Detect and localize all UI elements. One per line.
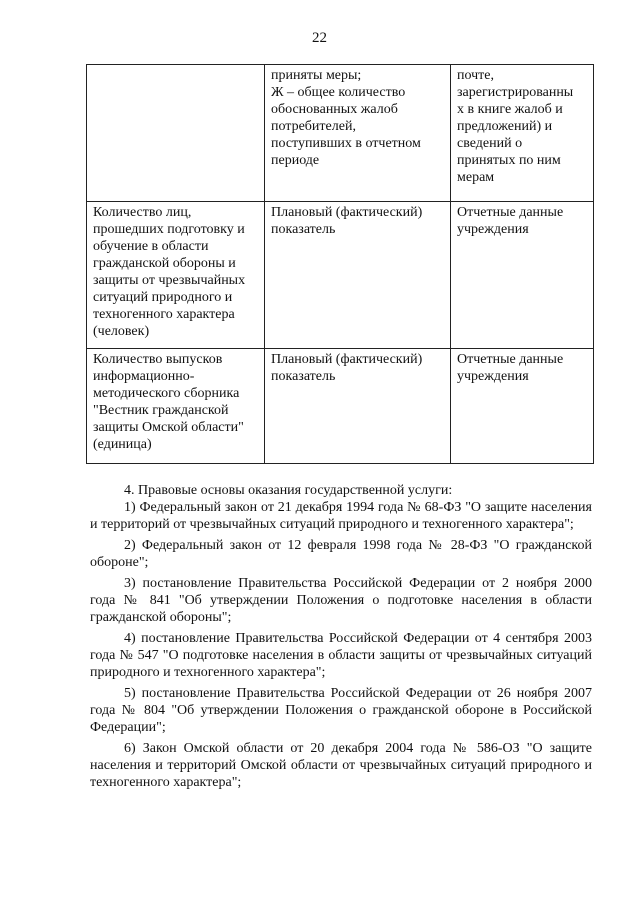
table-cell	[265, 65, 451, 202]
legal-item: 6) Закон Омской области от 20 декабря 2004 года № 586-ОЗ "О защите населения и территорий Омской области от чрезвычайных ситуаций природного и техногенного характера";	[90, 741, 592, 790]
table-cell	[451, 349, 594, 464]
table-cell	[87, 202, 265, 349]
cell-text: Плановый (фактический) показатель	[271, 205, 423, 237]
table-row	[87, 349, 594, 464]
table-row	[87, 65, 594, 202]
table-cell	[265, 202, 451, 349]
table-row	[87, 202, 594, 349]
section-heading: 4. Правовые основы оказания государственной услуги:	[124, 483, 453, 498]
legal-item: 4) постановление Правительства Российской Федерации от 4 сентября 2003 года № 547 "О подготовке населения в области защиты от чрезвычайных ситуаций природного и техногенного характера";	[90, 631, 592, 680]
legal-item: 3) постановление Правительства Российской Федерации от 2 ноября 2000 года № 841 "Об утверждении Положения о подготовке населения в области гражданской обороны";	[90, 576, 592, 625]
table-cell	[87, 65, 265, 202]
indicators-table	[86, 64, 594, 464]
cell-text: Количество лиц, прошедших подготовку и обучение в области гражданской обороны и защиты от чрезвычайных ситуаций природного и техногенного характера (человек)	[93, 205, 246, 339]
table-cell	[265, 349, 451, 464]
legal-item: 1) Федеральный закон от 21 декабря 1994 года № 68-ФЗ "О защите населения и территорий от чрезвычайных ситуаций природного и техногенного характера";	[90, 500, 592, 532]
page-number: 22	[312, 30, 327, 46]
cell-text: Отчетные данные учреждения	[457, 205, 564, 237]
table-cell	[451, 202, 594, 349]
cell-text: Отчетные данные учреждения	[457, 352, 564, 384]
cell-text: Количество выпусков информационно- методического сборника "Вестник гражданской защиты Омской области" (единица)	[93, 352, 244, 452]
table-cell	[87, 349, 265, 464]
cell-text: почте, зарегистрированны х в книге жалоб и предложений) и сведений о принятых по ним мерам	[457, 68, 574, 185]
table-cell	[451, 65, 594, 202]
legal-basis-section	[90, 482, 592, 795]
cell-text: Плановый (фактический) показатель	[271, 352, 423, 384]
legal-item: 5) постановление Правительства Российской Федерации от 26 ноября 2007 года № 804 "Об утверждении Положения о гражданской обороне в Российской Федерации";	[90, 686, 592, 735]
cell-text: приняты меры; Ж – общее количество обоснованных жалоб потребителей, поступивших в отчетном периоде	[271, 68, 421, 168]
legal-item: 2) Федеральный закон от 12 февраля 1998 года № 28-ФЗ "О гражданской обороне";	[90, 538, 592, 570]
